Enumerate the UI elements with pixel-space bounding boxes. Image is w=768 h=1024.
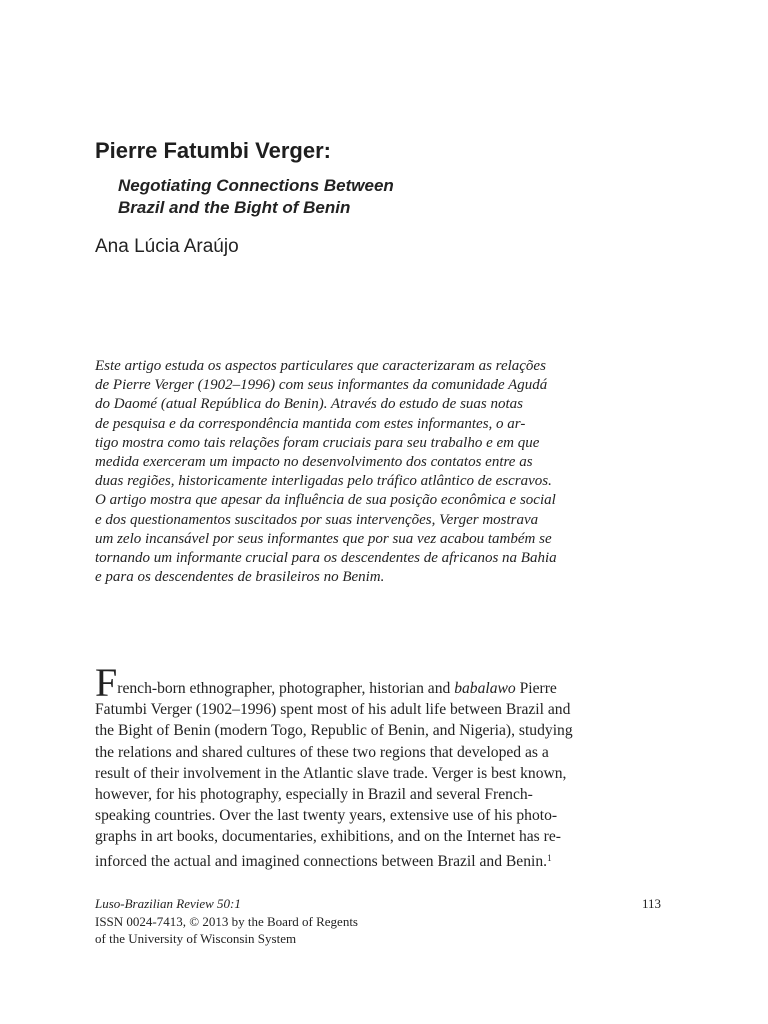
abstract-line: de Pierre Verger (1902–1996) com seus informantes da comunidade Agudá	[95, 377, 548, 394]
body-line: the relations and shared cultures of these two regions that developed as a	[95, 743, 549, 761]
abstract-line: medida exerceram um impacto no desenvolvimento dos contatos entre as	[95, 454, 533, 471]
footnote-reference[interactable]: 1	[547, 852, 552, 863]
body-line: however, for his photography, especially in Brazil and several French-	[95, 786, 533, 804]
body-line: Fatumbi Verger (1902–1996) spent most of his adult life between Brazil and	[95, 701, 571, 719]
abstract-line: e dos questionamentos suscitados por suas intervenções, Verger mostrava	[95, 511, 539, 528]
journal-citation: Luso-Brazilian Review 50:1	[95, 896, 241, 911]
body-line: result of their involvement in the Atlantic slave trade. Verger is best known,	[95, 764, 567, 782]
body-line: graphs in art books, documentaries, exhibitions, and on the Internet has re-	[95, 828, 561, 846]
subtitle-line: Brazil and the Bight of Benin	[118, 198, 351, 217]
abstract-line: tigo mostra como tais relações foram cruciais para seu trabalho e em que	[95, 434, 540, 451]
body-line: speaking countries. Over the last twenty years, extensive use of his photo-	[95, 807, 558, 825]
body-line: the Bight of Benin (modern Togo, Republic of Benin, and Nigeria), studying	[95, 722, 573, 740]
institution: of the University of Wisconsin System	[95, 931, 297, 946]
body-line-first	[95, 660, 661, 705]
abstract-line: O artigo mostra que apesar da influência de sua posição econômica e social	[95, 492, 556, 509]
abstract-line: do Daomé (atual República do Benin). Através do estudo de suas notas	[95, 396, 523, 413]
abstract-line: um zelo incansável por seus informantes que por sua vez acabou também se	[95, 530, 552, 547]
article-subtitle	[118, 175, 394, 219]
article-author: Ana Lúcia Araújo	[95, 236, 239, 257]
body-line-last	[95, 848, 661, 872]
body-text-run: Pierre	[515, 680, 557, 697]
abstract-line: Este artigo estuda os aspectos particulares que caracterizaram as relações	[95, 358, 546, 374]
subtitle-line: Negotiating Connections Between	[118, 176, 394, 195]
abstract	[95, 357, 665, 587]
body-paragraph	[95, 660, 661, 872]
page-number: 113	[641, 896, 661, 911]
drop-cap: F	[95, 660, 118, 705]
abstract-line: e para os descendentes de brasileiros no Benim.	[95, 569, 385, 586]
body-text-run: inforced the actual and imagined connections between Brazil and Benin.	[95, 852, 548, 870]
journal-page	[95, 0, 661, 1024]
page-footer	[95, 895, 661, 948]
article-title: Pierre Fatumbi Verger:	[95, 138, 331, 163]
abstract-line: duas regiões, historicamente interligadas pelo tráfico atlântico de escravos.	[95, 473, 552, 490]
issn-copyright: ISSN 0024-7413, © 2013 by the Board of Regents	[95, 913, 358, 929]
body-text-run: rench-born ethnographer, photographer, historian and	[117, 680, 455, 697]
abstract-line: tornando um informante crucial para os descendentes de africanos na Bahia	[95, 550, 557, 567]
abstract-line: de pesquisa e da correspondência mantida com estes informantes, o ar-	[95, 415, 526, 432]
body-italic-term: babalawo	[454, 680, 516, 697]
